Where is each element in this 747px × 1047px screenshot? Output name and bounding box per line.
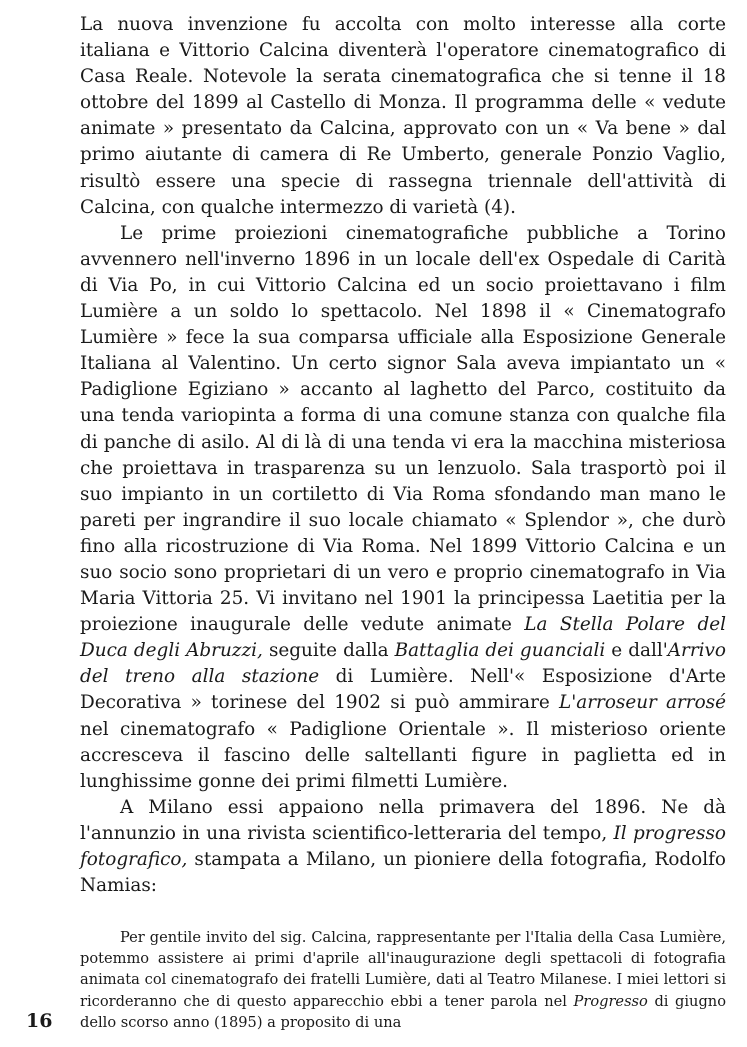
paragraph: [80, 221, 726, 795]
text-run: La nuova invenzione fu accolta con molto interesse alla corte italiana e Vittorio Calcina diventerà l'operatore cinematografico di Casa Reale. Notevole la serata cinematografica che si tenne il 18 ottobre del 1899 al Castello di Monza. Il programma delle « vedute animate » presentato da Calcina, approvato con un « Va bene » dal primo aiutante di camera di Re Umberto, generale Ponzio Vaglio, risultò essere una specie di rassegna triennale dell'attività di Calcina, con qualche intermezzo di varietà (4).: [80, 14, 726, 218]
italic-title: Arrivo del treno alla stazione: [80, 640, 726, 688]
text-run: e dall': [605, 640, 668, 662]
text-run: seguite dalla: [262, 640, 395, 662]
text-run: di giugno dello scorso anno (1895) a proposito di una: [80, 992, 726, 1031]
paragraph: [80, 12, 726, 221]
italic-title: Il progresso fotografico,: [80, 822, 726, 870]
text-run: A Milano essi appaiono nella primavera del 1896. Ne dà l'annunzio in una rivista scientifico-letteraria del tempo,: [80, 796, 726, 844]
italic-title: Progresso: [573, 992, 648, 1010]
main-text: [80, 12, 726, 899]
block-quote: [80, 927, 726, 1033]
italic-title: Battaglia dei guanciali: [394, 640, 606, 662]
page-number: 16: [26, 1010, 53, 1032]
text-run: nel cinematografo « Padiglione Orientale ». Il misterioso oriente accresceva il fascino delle saltellanti figure in paglietta ed in lunghissime gonne dei primi filmetti Lumière.: [80, 718, 726, 792]
quote-paragraph: [80, 927, 726, 1033]
italic-title: La Stella Polare del Duca degli Abruzzi,: [80, 614, 726, 662]
text-run: stampata a Milano, un pioniere della fotografia, Rodolfo Namias:: [80, 849, 726, 897]
text-run: Le prime proiezioni cinematografiche pubbliche a Torino avvennero nell'inverno 1896 in un locale dell'ex Ospedale di Carità di Via Po, in cui Vittorio Calcina ed un socio proiettavano i film Lumière a un soldo lo spettacolo. Nel 1898 il « Cinematografo Lumière » fece la sua comparsa ufficiale alla Esposizione Generale Italiana al Valentino. Un certo signor Sala aveva impiantato un « Padiglione Egiziano » accanto al laghetto del Parco, costituito da una tenda variopinta a forma di una comune stanza con qualche fila di panche di asilo. Al di là di una tenda vi era la macchina misteriosa che proiettava in trasparenza su un lenzuolo. Sala trasportò poi il suo impianto in un cortiletto di Via Roma sfondando man mano le pareti per ingrandire il suo locale chiamato « Splendor », che durò fino alla ricostruzione di Via Roma. Nel 1899 Vittorio Calcina e un suo socio sono proprietari di un vero e proprio cinematografo in Via Maria Vittoria 25. Vi invitano nel 1901 la principessa Laetitia per la proiezione inaugurale delle vedute animate: [80, 222, 726, 636]
text-run: di Lumière. Nell'« Esposizione d'Arte Decorativa » torinese del 1902 si può ammirare: [80, 666, 726, 714]
text-run: Per gentile invito del sig. Calcina, rappresentante per l'Italia della Casa Lumière, potemmo assistere ai primi d'aprile all'inaugurazione degli spettacoli di fotografia animata col cinematografo dei fratelli Lumière, dati al Teatro Milanese. I miei lettori si ricorderanno che di questo apparecchio ebbi a tener parola nel: [80, 929, 726, 1010]
italic-title: L'arroseur arrosé: [559, 692, 726, 714]
paragraph: [80, 795, 726, 899]
